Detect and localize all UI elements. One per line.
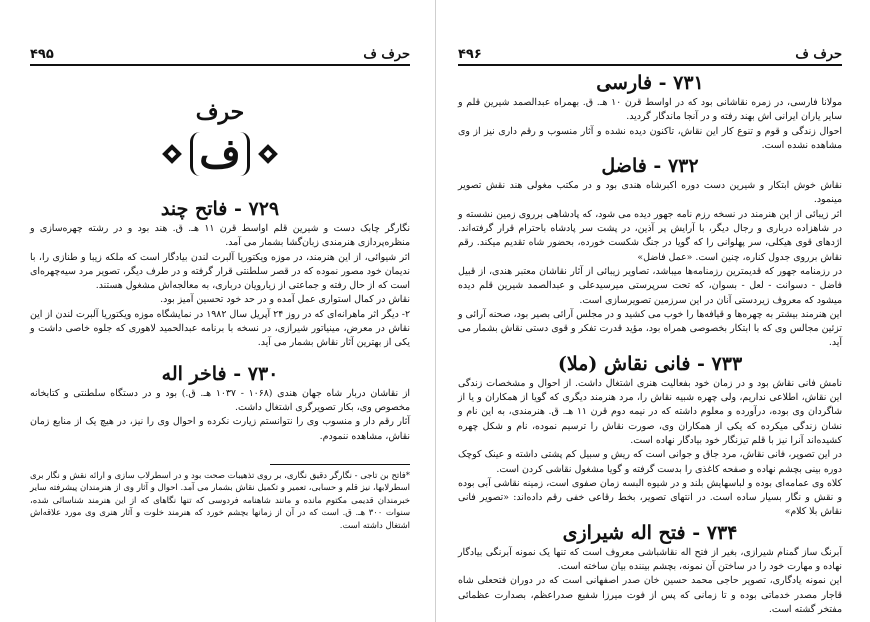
entry-paragraph: آبرنگ ساز گمنام شیرازی، بغیر از فتح اله نقاشباشی معروف است که تنها یک نمونه آبرنگی بیادگار نهاده و مهارت خود را در ساختن آن نمونه، بچشم بیننده بیان ساخته است. bbox=[458, 546, 842, 573]
entry-paragraph: اثر شیوائی، از این هنرمند، در موزه ویکتوریا آلبرت لندن بیادگار است که ملکه زیبا و طنازی را، با ندیمان خود مصور نموده که در قصر سلطنتی قرار گرفته و در طرف دیگر، تصویر مرد سیه‌چهره‌ای است که از حال رفته و جماعتی از زیارویان درباری، به معالجه‌اش مشغول هستند. bbox=[30, 251, 410, 292]
entry-paragraph: نقاش خوش ابتکار و شیرین دست دوره اکبرشاه هندی بود و در مکتب مغولی هند نقش تصویر مینمود. bbox=[458, 180, 842, 206]
section-letter-ornament bbox=[30, 132, 410, 176]
entry-title: ۷۲۹ - فاتح چند bbox=[160, 198, 280, 220]
right-page-number: ۴۹۶ bbox=[458, 47, 482, 62]
entry-paragraph: نگارگر چابک دست و شیرین قلم اواسط قرن ۱۱ هـ. ق. هند بود و در رشته چهره‌سازی و منظره‌پردازی هنرمندی زبان‌گشا بشمار می آمد. bbox=[30, 223, 410, 249]
entry-paragraph: این هنرمند بیشتر به چهره‌ها و قیافه‌ها را خوب می کشید و در مجلس آرائی بصیر بود، صحنه آرائی و تزئین مجالس وی که با ابتکار بخصوصی همراه بود، مؤید قدرت تفکر و قوی دستی نقاش بشمار می آید. bbox=[458, 308, 842, 349]
right-page-content bbox=[458, 70, 842, 617]
entry-title: ۷۳۳ - فانی نقاش (ملا) bbox=[557, 352, 743, 375]
left-page-number: ۴۹۵ bbox=[30, 47, 54, 62]
entry-paragraph: نقاش در کمال استواری عمل آمده و در حد خود تحسین آمیز بود. bbox=[160, 294, 410, 306]
entry-title: ۷۳۱ - فارسی bbox=[596, 72, 704, 94]
left-header-rule bbox=[30, 64, 410, 66]
section-letter: ف bbox=[190, 132, 249, 176]
entry-paragraph: مولانا فارسی، در زمره نقاشانی بود که در اواسط قرن ۱۰ هـ. ق. بهمراه عبدالصمد شیرین قلم و سایر یاران ایرانی اش بهند رفته و در آنجا ماندگار گردید. bbox=[458, 97, 842, 123]
left-page-header bbox=[30, 44, 410, 62]
left-header-title: حرف ف bbox=[363, 47, 410, 62]
entry-paragraph: احوال زندگی و قوم و تنوع کار این نقاش، تاکنون دیده نشده و آثار منسوب و رقم داری نیز از وی مشاهده نشده است. bbox=[458, 125, 842, 151]
left-page-content bbox=[30, 70, 410, 531]
footnote-rule bbox=[270, 464, 410, 465]
right-page bbox=[436, 0, 870, 622]
diamond-ornament-icon bbox=[160, 142, 184, 166]
entry-paragraph: کلاه وی عمامه‌ای بوده و لباسهایش بلند و در شیوه البسه زمان صفوی است، زمینه نقاشی آبی بوده و نقش و نگار بسیار ساده است. در انتهای تصویر، بخط رقاعی خفی رقم داده‌اند: «تصویر فانی نقاش بلا کلام» bbox=[458, 477, 842, 518]
entry-title: ۷۳۲ - فاضل bbox=[601, 155, 699, 178]
entry-paragraph: این نمونه یادگاری، تصویر حاجی محمد حسین خان صدر اصفهانی است که در دوران فتحعلی شاه قاجار مصدر خدماتی بوده و تا زمانی که پس از فوت میرزا شفیع صدراعظم، بصدارت عظمائی مفتخر گشته است. bbox=[458, 575, 842, 615]
diamond-ornament-icon bbox=[256, 142, 280, 166]
entry-paragraph: نامش فانی نقاش بود و در زمان خود بفعالیت هنری اشتغال داشت. از احوال و مشخصات زندگی این نقاش، اطلاعی نداریم، ولی چهره شبیه نقاش را، مرد هنرمند دیگری که گویا از همکاران و یا از شاگردان وی بوده، درآورده و معلوم داشته که در نیمه دوم قرن ۱۱ هـ. ق. هنرمندی، به این نام و نشان زندگی میکرده که یکی از همکاران وی، صورت نقاش را ترسیم نموده، نام و شکل چهره کشیده‌اند آنرا نیز با قلم تیزنگار خود بیادگار نهاده است. bbox=[458, 377, 842, 446]
entry-title: ۷۳۰ - فاخر اله bbox=[161, 362, 279, 385]
right-page-header bbox=[458, 44, 842, 62]
right-header-rule bbox=[458, 64, 842, 66]
entry-paragraph: اثر زیبائی از این هنرمند در نسخه رزم نامه جهور دیده می شود، که پادشاهی برروی زمین نشسته و در شاهزاده درباری و رجال دیگر، با آرایش پر آذین، در پشت سر پادشاه باحترام قرار گرفته‌اند. اژدهای قوی هیکلی، سر پهلوانی را که گویا در جنگ شکست خورده، بحضور شاه تقدیم میکند. رقم نقاش برروی جدول کناره، چنین است. «عمل فاضل» bbox=[458, 208, 842, 263]
entry-paragraph: در رزمنامه جهور که قدیمترین رزمنامه‌ها میباشد، تصاویر زیبائی از آثار نقاشان معتبر هندی، از قبیل فاضل - دسوانت - لعل - بسوان، که تحت سرپرستی میرسیدعلی و عبدالصمد شیرین قلم دیده میشود که معروف زیردستی آنان در این سرزمین تصویرسازی است. bbox=[458, 265, 842, 306]
footnote bbox=[30, 469, 410, 532]
right-header-title: حرف ف bbox=[795, 47, 842, 62]
footnote-text: *فاتح بن تاجی - نگارگر دقیق نگاری، بر روی تذهیبات صحت بود و در اسطرلاب سازی و ارائه نقش و نگار بری اسطرلابها، نیز قلم و حسابی، تعمیر و تکمیل نقاش بشمار می آمد. احوال و آثار وی از هنرمندان پیشرفته سایر خبرمندان قدیمی مکتوم مانده و مانند شاهنامه فردوسی که تنها نگاهای که از این هنرمند شناسائی شده، سنوات ۳۰۰ هـ. ق. است که در آن از زمانها بچشم خورد که هنرمند خلوت و آثار هنری وی مورد علاقه‌اش اشتغال داشته است. bbox=[30, 469, 410, 530]
entry-title: ۷۳۴ - فتح اله شیرازی bbox=[562, 521, 738, 544]
entry-paragraph: از نقاشان دربار شاه جهان هندی (۱۰۶۸ - ۱۰۳۷ هـ. ق.) بود و در دستگاه سلطنتی و کتابخانه مخصوص وی، بکار تصویرگری اشتغال داشت. bbox=[30, 387, 410, 413]
section-heading: حرف bbox=[195, 99, 245, 125]
entry-paragraph: آثار رقم دار و منسوب وی را نتوانستم زیارت نکرده و احوال وی را نیز، در هیچ یک از منابع زمان نقاش، مشاهده ننمودم. bbox=[30, 416, 410, 442]
entry-paragraph: در این تصویر، فانی نقاش، مرد جاق و جوانی است که ریش و سبیل کم پشتی داشته و عینک کوچک دوره بینی بچشم نهاده و صفحه کاغذی را بدست گرفته و گویا مشغول نقاشی کردن است. bbox=[458, 449, 842, 475]
entry-paragraph: ۲- دیگر اثر ماهرانه‌ای که در روز ۲۴ آپریل سال ۱۹۸۲ در نمایشگاه موزه ویکتوریا آلبرت لندن از این نقاش در معرض، مینیاتور شیرازی، در نسخه با برنامه عبدالحمید لاهوری که جلوه خاصی داشت و یکی از بهترین آثار نقاش بشمار می آید. bbox=[30, 308, 410, 349]
